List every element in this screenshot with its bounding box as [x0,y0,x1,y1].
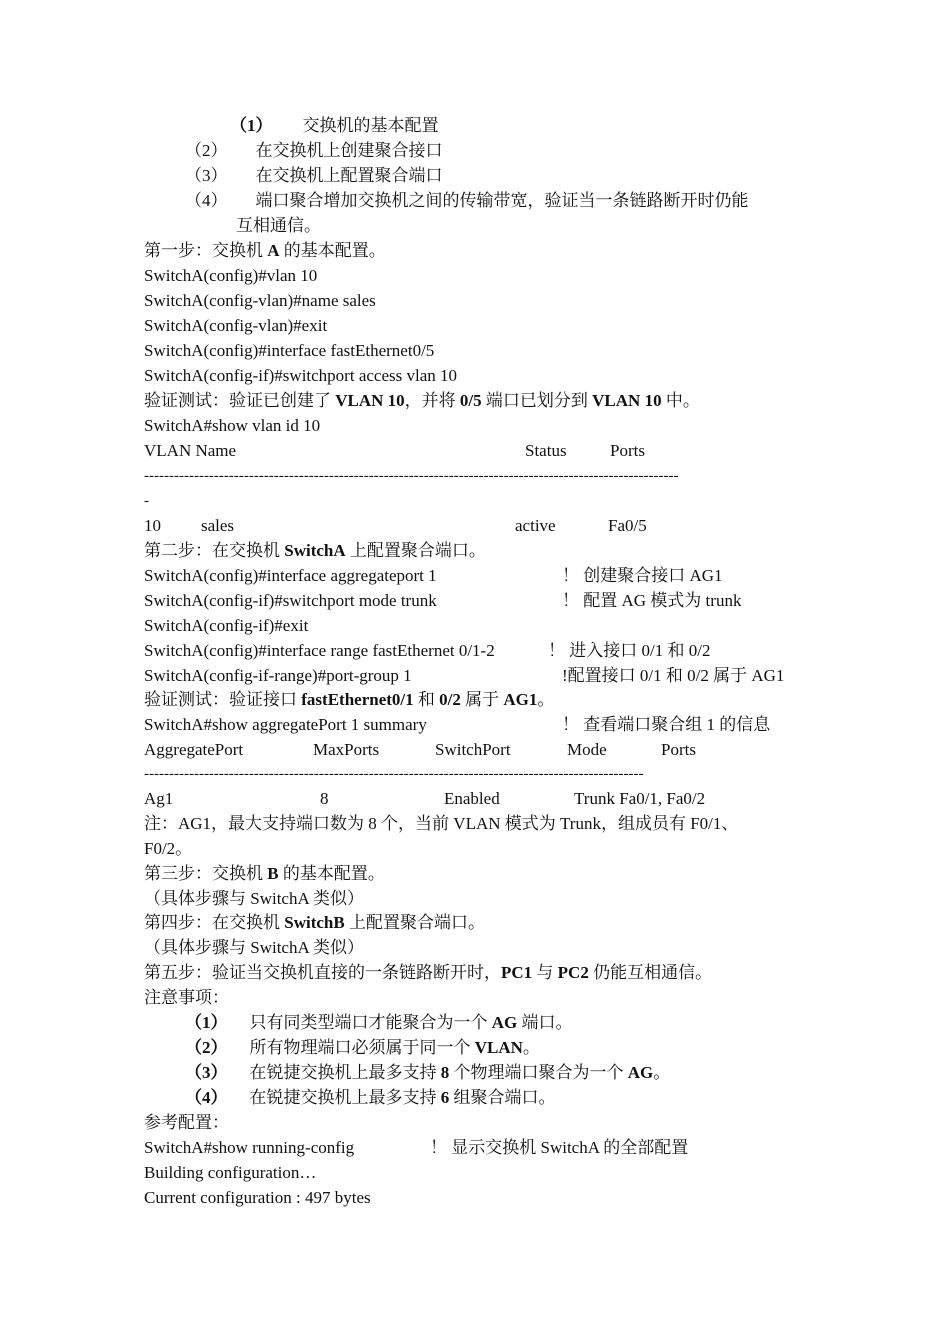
step2-heading: 第二步：在交换机 SwitchA 上配置聚合端口。 [144,541,486,560]
cmd-line: SwitchA(config-vlan)#exit [144,316,328,335]
cmd-line: SwitchA(config)#interface fastEthernet0/5 [144,341,435,360]
step5-heading: 第五步：验证当交换机直接的一条链路断开时，PC1 与 PC2 仍能互相通信。 [144,963,713,982]
agg-header-ports: Ports [661,740,696,759]
agg-divider: ---------------------------------------------------------------------------------------------------- [144,766,644,782]
objective-1: （1） 交换机的基本配置 [230,116,439,135]
vlan-divider-tail: - [144,493,149,509]
cmd-comment: ！ 进入接口 0/1 和 0/2 [548,641,711,660]
ref-title: 参考配置： [144,1113,229,1132]
agg-row-maxports: 8 [320,789,329,808]
note-item: （1） 只有同类型端口才能聚合为一个 AG 端口。 [185,1013,573,1032]
cmd-comment: ！ 查看端口聚合组 1 的信息 [562,715,771,734]
step3-heading: 第三步：交换机 B 的基本配置。 [144,864,385,883]
objective-4-cont: 互相通信。 [236,216,321,235]
cmd-line: SwitchA(config)#interface range fastEthernet 0/1-2 [144,641,495,660]
verify2: 验证测试：验证接口 fastEthernet0/1 和 0/2 属于 AG1。 [144,690,555,709]
vlan-header-status: Status [525,441,567,460]
step4-heading: 第四步：在交换机 SwitchB 上配置聚合端口。 [144,913,485,932]
current-config: Current configuration : 497 bytes [144,1188,371,1207]
cmd-line: SwitchA(config)#interface aggregateport 1 [144,566,437,585]
agg-header-port: AggregatePort [144,740,244,759]
cmd-line: SwitchA(config-if)#switchport mode trunk [144,591,437,610]
show-agg-cmd: SwitchA#show aggregatePort 1 summary [144,715,427,734]
vlan-divider: ----------------------------------------------------------------------------------------------------------- [144,468,679,484]
notes-title: 注意事项： [144,988,229,1007]
agg-header-maxports: MaxPorts [313,740,380,759]
vlan-row-name: sales [201,516,235,535]
cmd-line: SwitchA(config)#vlan 10 [144,266,318,285]
verify1: 验证测试：验证已创建了 VLAN 10，并将 0/5 端口已划分到 VLAN 10 中。 [144,391,700,410]
cmd-comment: !配置接口 0/1 和 0/2 属于 AG1 [562,666,785,685]
agg-row-port: Ag1 [144,789,174,808]
vlan-row-status: active [515,516,556,535]
building-config: Building configuration… [144,1163,317,1182]
cmd-line: SwitchA(config-vlan)#name sales [144,291,376,310]
note-ag1: 注：AG1，最大支持端口数为 8 个，当前 VLAN 模式为 Trunk，组成员有 F0/1、 [144,814,739,833]
cmd-line: SwitchA(config-if)#switchport access vlan 10 [144,366,457,385]
step3-sub: （具体步骤与 SwitchA 类似） [144,889,365,908]
agg-row-switchport: Enabled [444,789,500,808]
show-vlan-cmd: SwitchA#show vlan id 10 [144,416,321,435]
vlan-row-id: 10 [144,516,161,535]
note-item: （3） 在锐捷交换机上最多支持 8 个物理端口聚合为一个 AG。 [185,1063,671,1082]
objective-2: （2） 在交换机上创建聚合接口 [185,141,443,160]
objective-4: （4） 端口聚合增加交换机之间的传输带宽，验证当一条链路断开时仍能 [185,191,749,210]
note-ag1-cont: F0/2。 [144,839,193,858]
cmd-line: SwitchA(config-if-range)#port-group 1 [144,666,412,685]
step4-sub: （具体步骤与 SwitchA 类似） [144,938,365,957]
agg-row-mode-ports: Trunk Fa0/1, Fa0/2 [574,789,706,808]
objective-3: （3） 在交换机上配置聚合端口 [185,166,443,185]
note-item: （2） 所有物理端口必须属于同一个 VLAN。 [185,1038,540,1057]
ref-comment: ！ 显示交换机 SwitchA 的全部配置 [430,1138,689,1157]
vlan-header-ports: Ports [610,441,645,460]
agg-header-mode: Mode [567,740,607,759]
agg-header-switchport: SwitchPort [435,740,511,759]
vlan-row-ports: Fa0/5 [608,516,647,535]
vlan-header-name: VLAN Name [144,441,237,460]
step1-heading: 第一步：交换机 A 的基本配置。 [144,241,386,260]
cmd-comment: ！ 创建聚合接口 AG1 [562,566,723,585]
note-item: （4） 在锐捷交换机上最多支持 6 组聚合端口。 [185,1088,556,1107]
cmd-line: SwitchA(config-if)#exit [144,616,309,635]
cmd-comment: ！ 配置 AG 模式为 trunk [562,591,742,610]
ref-cmd: SwitchA#show running-config [144,1138,355,1157]
